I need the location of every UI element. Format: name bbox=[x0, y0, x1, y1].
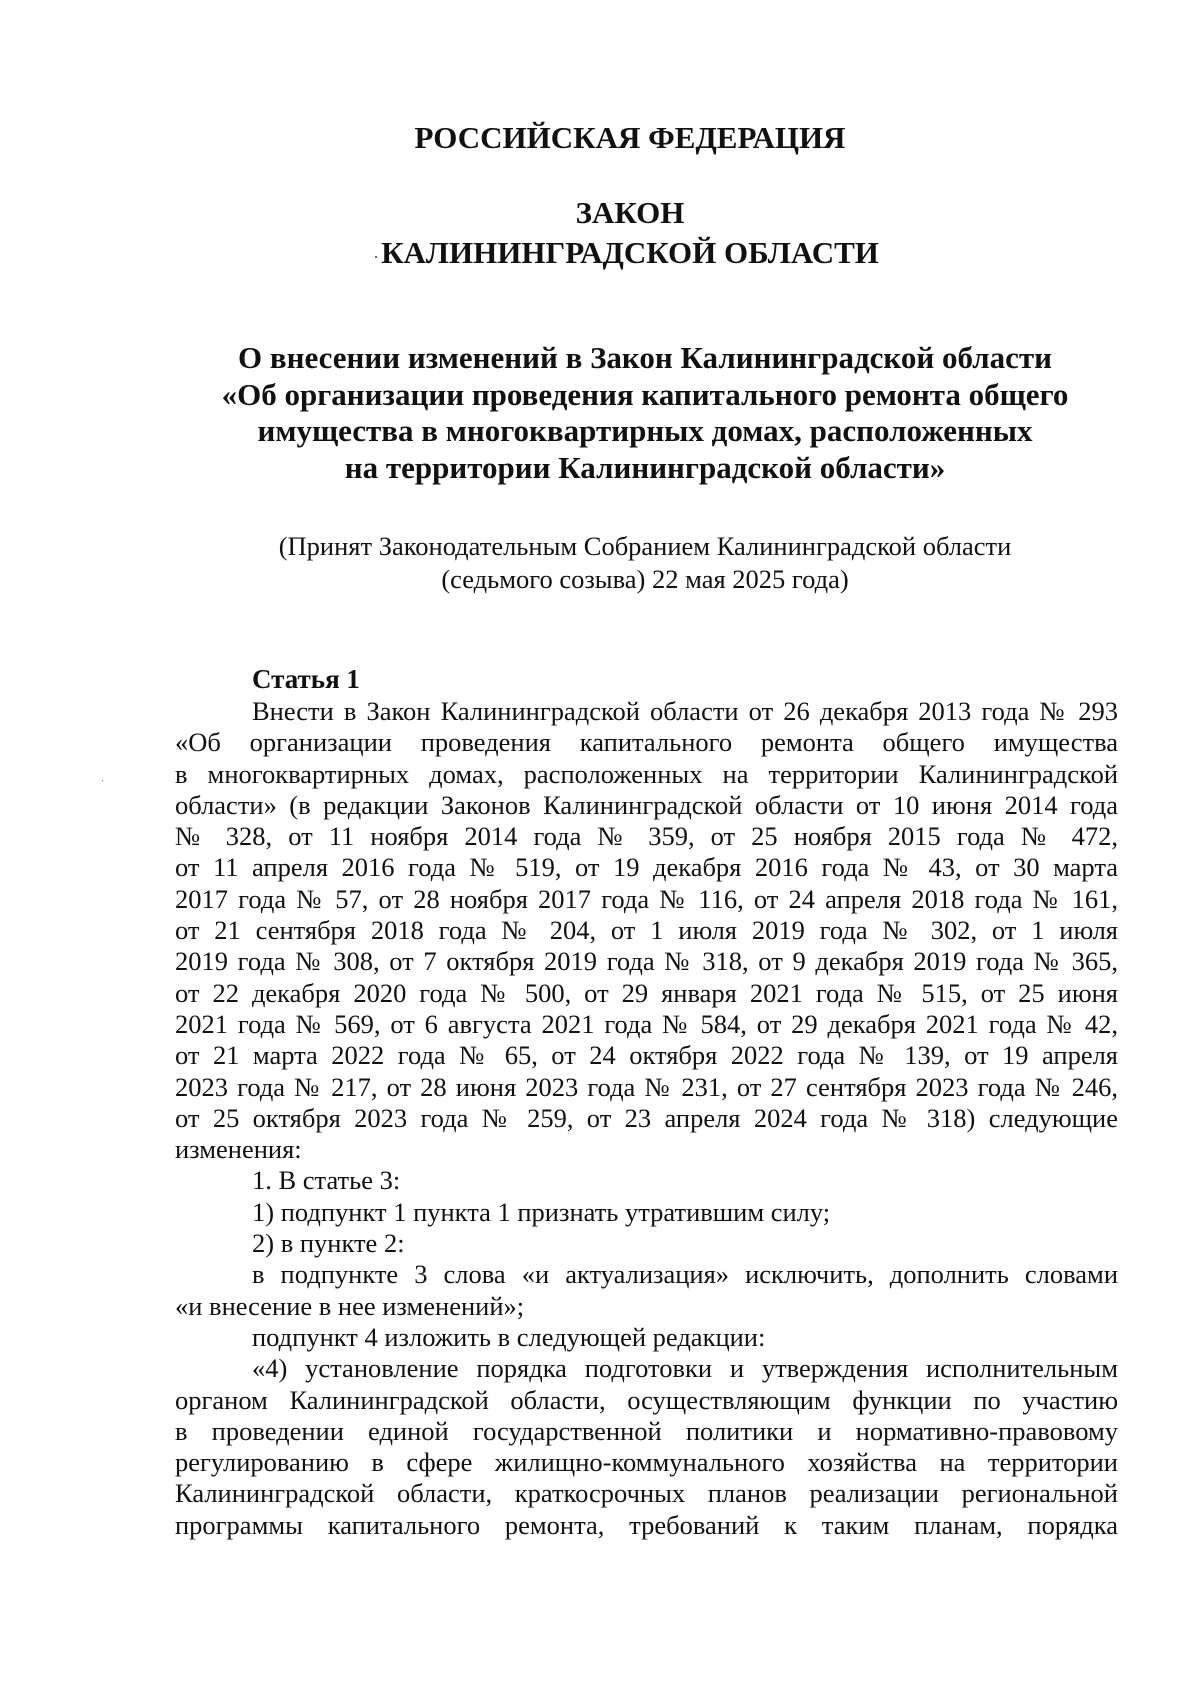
scan-speck bbox=[102, 780, 103, 782]
adoption-note-line: (Принят Законодательным Собранием Калининградской области bbox=[278, 531, 1012, 561]
body-line: от 22 декабря 2020 года № 500, от 29 января 2021 года № 515, от 25 июня bbox=[175, 977, 1118, 1008]
body-line: 1. В статье 3: bbox=[252, 1165, 401, 1196]
body-line: Внести в Закон Калининградской области от 26 декабря 2013 года № 293 bbox=[252, 696, 1118, 726]
law-title-line: имущества в многоквартирных домах, расположенных bbox=[257, 413, 1033, 448]
body-line: подпункт 4 изложить в следующей редакции: bbox=[252, 1321, 766, 1352]
region-heading: КАЛИНИНГРАДСКОЙ ОБЛАСТИ bbox=[381, 235, 879, 270]
article-heading: Статья 1 bbox=[252, 664, 360, 694]
body-line: 2023 года № 217, от 28 июня 2023 года № 231, от 27 сентября 2023 года № 246, bbox=[175, 1071, 1118, 1102]
body-line: от 21 сентября 2018 года № 204, от 1 июля 2019 года № 302, от 1 июля bbox=[175, 915, 1118, 946]
body-line: регулированию в сфере жилищно-коммунального хозяйства на территории bbox=[175, 1447, 1118, 1478]
body-line: в многоквартирных домах, расположенных на территории Калининградской bbox=[175, 758, 1118, 789]
adoption-note bbox=[150, 530, 1140, 596]
body-line: в проведении единой государственной политики и нормативно-правовому bbox=[175, 1415, 1118, 1446]
body-line: 2) в пункте 2: bbox=[252, 1228, 405, 1259]
body-line: от 25 октября 2023 года № 259, от 23 апреля 2024 года № 318) следующие bbox=[175, 1102, 1118, 1133]
body-line: изменения: bbox=[175, 1134, 302, 1165]
body-line: № 328, от 11 ноября 2014 года № 359, от 25 ноября 2015 года № 472, bbox=[175, 821, 1118, 852]
body-line: «4) установление порядка подготовки и утверждения исполнительным bbox=[252, 1353, 1118, 1384]
body-line: от 21 марта 2022 года № 65, от 24 октября 2022 года № 139, от 19 апреля bbox=[175, 1040, 1118, 1071]
body-line: 1) подпункт 1 пункта 1 признать утратившим силу; bbox=[252, 1196, 831, 1227]
body-line: программы капитального ремонта, требований к таким планам, порядка bbox=[175, 1509, 1118, 1540]
body-line: Калининградской области, краткосрочных планов реализации региональной bbox=[175, 1478, 1118, 1509]
body-line: 2019 года № 308, от 7 октября 2019 года № 318, от 9 декабря 2019 года № 365, bbox=[175, 946, 1118, 977]
body-line: в подпункте 3 слова «и актуализация» исключить, дополнить словами bbox=[252, 1259, 1118, 1290]
law-title-line: О внесении изменений в Закон Калининградской области bbox=[238, 340, 1052, 375]
body-line: «Об организации проведения капитального ремонта общего имущества bbox=[175, 727, 1118, 758]
body-line: «и внесение в нее изменений»; bbox=[175, 1290, 525, 1321]
law-title-line: на территории Калининградской области» bbox=[344, 449, 946, 485]
article-body bbox=[175, 696, 1118, 1541]
body-line: области» (в редакции Законов Калининградской области от 10 июня 2014 года bbox=[175, 789, 1118, 820]
country-heading: РОССИЙСКАЯ ФЕДЕРАЦИЯ bbox=[414, 120, 846, 155]
law-heading: ЗАКОН bbox=[575, 195, 685, 230]
body-line: от 11 апреля 2016 года № 519, от 19 декабря 2016 года № 43, от 30 марта bbox=[175, 852, 1118, 883]
adoption-note-line: (седьмого созыва) 22 мая 2025 года) bbox=[441, 564, 849, 594]
law-title-line: «Об организации проведения капитального ремонта общего bbox=[221, 376, 1069, 412]
body-line: органом Калининградской области, осуществляющим функции по участию bbox=[175, 1384, 1118, 1415]
body-line: 2017 года № 57, от 28 ноября 2017 года № 116, от 24 апреля 2018 года № 161, bbox=[175, 883, 1118, 914]
law-title bbox=[150, 340, 1140, 486]
body-line: 2021 года № 569, от 6 августа 2021 года № 584, от 29 декабря 2021 года № 42, bbox=[175, 1008, 1118, 1039]
